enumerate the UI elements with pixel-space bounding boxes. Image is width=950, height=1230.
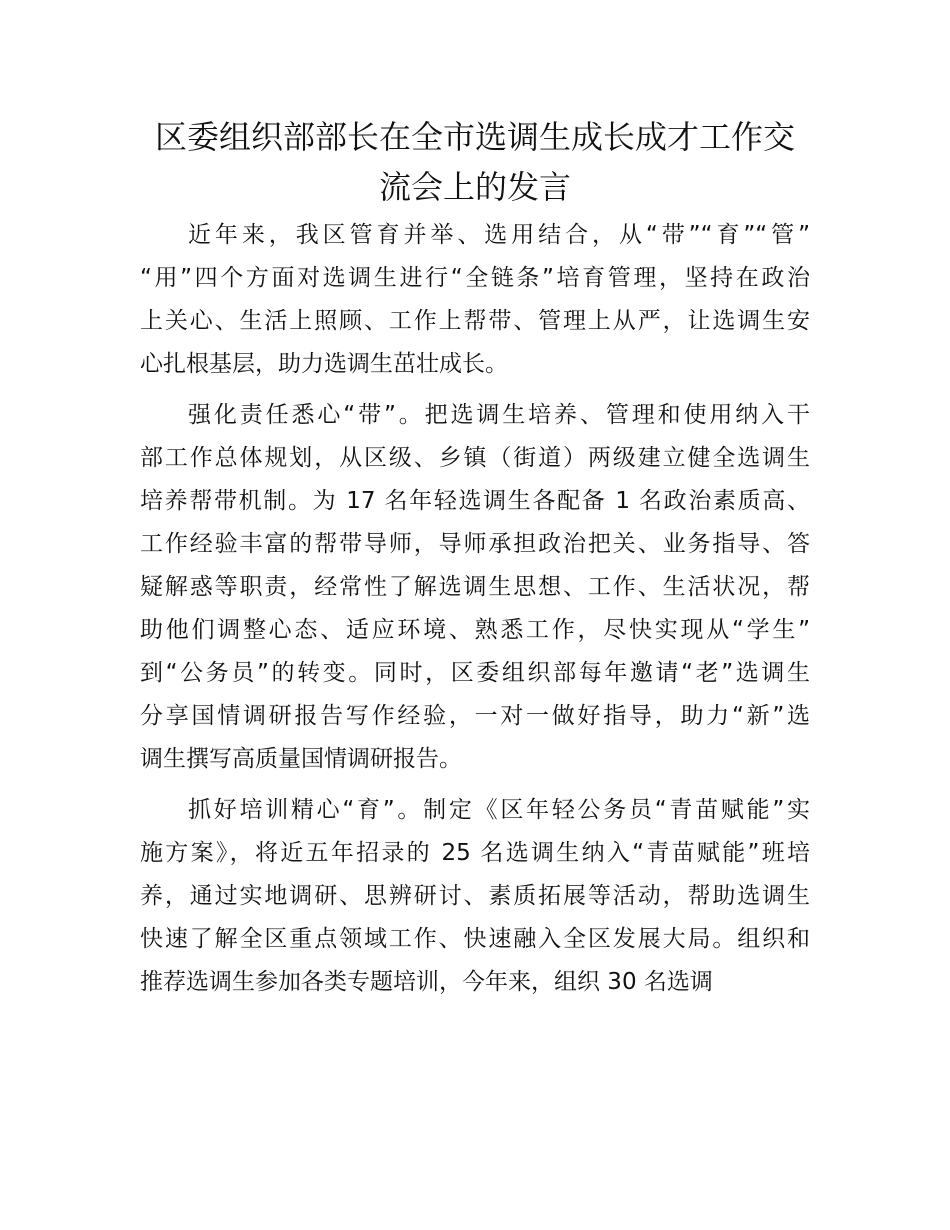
document-title — [140, 112, 810, 212]
paragraph-line: 调生撰写高质量国情调研报告。 — [140, 746, 462, 772]
document-body — [140, 214, 810, 1012]
paragraph-line: 疑解惑等职责，经常性了解选调生思想、工作、生活状况，帮 — [140, 574, 810, 600]
title-line: 流会上的发言 — [378, 168, 571, 206]
paragraph-line: 培养帮带机制。为 17 名年轻选调生各配备 1 名政治素质高、 — [140, 488, 810, 514]
paragraph-line: 心扎根基层，助力选调生茁壮成长。 — [140, 351, 508, 377]
paragraph-line: 上关心、生活上照顾、工作上帮带、管理上从严，让选调生安 — [140, 308, 810, 334]
title-line: 区委组织部部长在全市选调生成长成才工作交 — [154, 118, 795, 156]
paragraph-line: 助他们调整心态、适应环境、熟悉工作，尽快实现从“学生” — [140, 617, 810, 643]
paragraph-line: 强化责任悉心“带”。把选调生培养、管理和使用纳入干 — [188, 402, 810, 428]
paragraph-line: 工作经验丰富的帮带导师，导师承担政治把关、业务指导、答 — [140, 531, 810, 557]
paragraph-line: 推荐选调生参加各类专题培训，今年来，组织 30 名选调 — [140, 969, 713, 995]
paragraph-line: 抓好培训精心“育”。制定《区年轻公务员“青苗赋能”实 — [188, 797, 810, 823]
paragraph-line: 施方案》，将近五年招录的 25 名选调生纳入“青苗赋能”班培 — [140, 840, 810, 866]
paragraph-mentoring — [140, 394, 810, 781]
paragraph-intro — [140, 214, 810, 386]
paragraph-line: 到“公务员”的转变。同时，区委组织部每年邀请“老”选调生 — [140, 660, 810, 686]
paragraph-line: “用”四个方面对选调生进行“全链条”培育管理，坚持在政治 — [140, 265, 810, 291]
paragraph-line: 部工作总体规划，从区级、乡镇（街道）两级建立健全选调生 — [140, 445, 810, 471]
paragraph-line: 快速了解全区重点领域工作、快速融入全区发展大局。组织和 — [140, 926, 810, 952]
paragraph-line: 近年来，我区管育并举、选用结合，从“带”“育”“管” — [188, 222, 810, 248]
paragraph-training — [140, 789, 810, 1004]
paragraph-line: 养，通过实地调研、思辨研讨、素质拓展等活动，帮助选调生 — [140, 883, 810, 909]
paragraph-line: 分享国情调研报告写作经验，一对一做好指导，助力“新”选 — [140, 703, 810, 729]
